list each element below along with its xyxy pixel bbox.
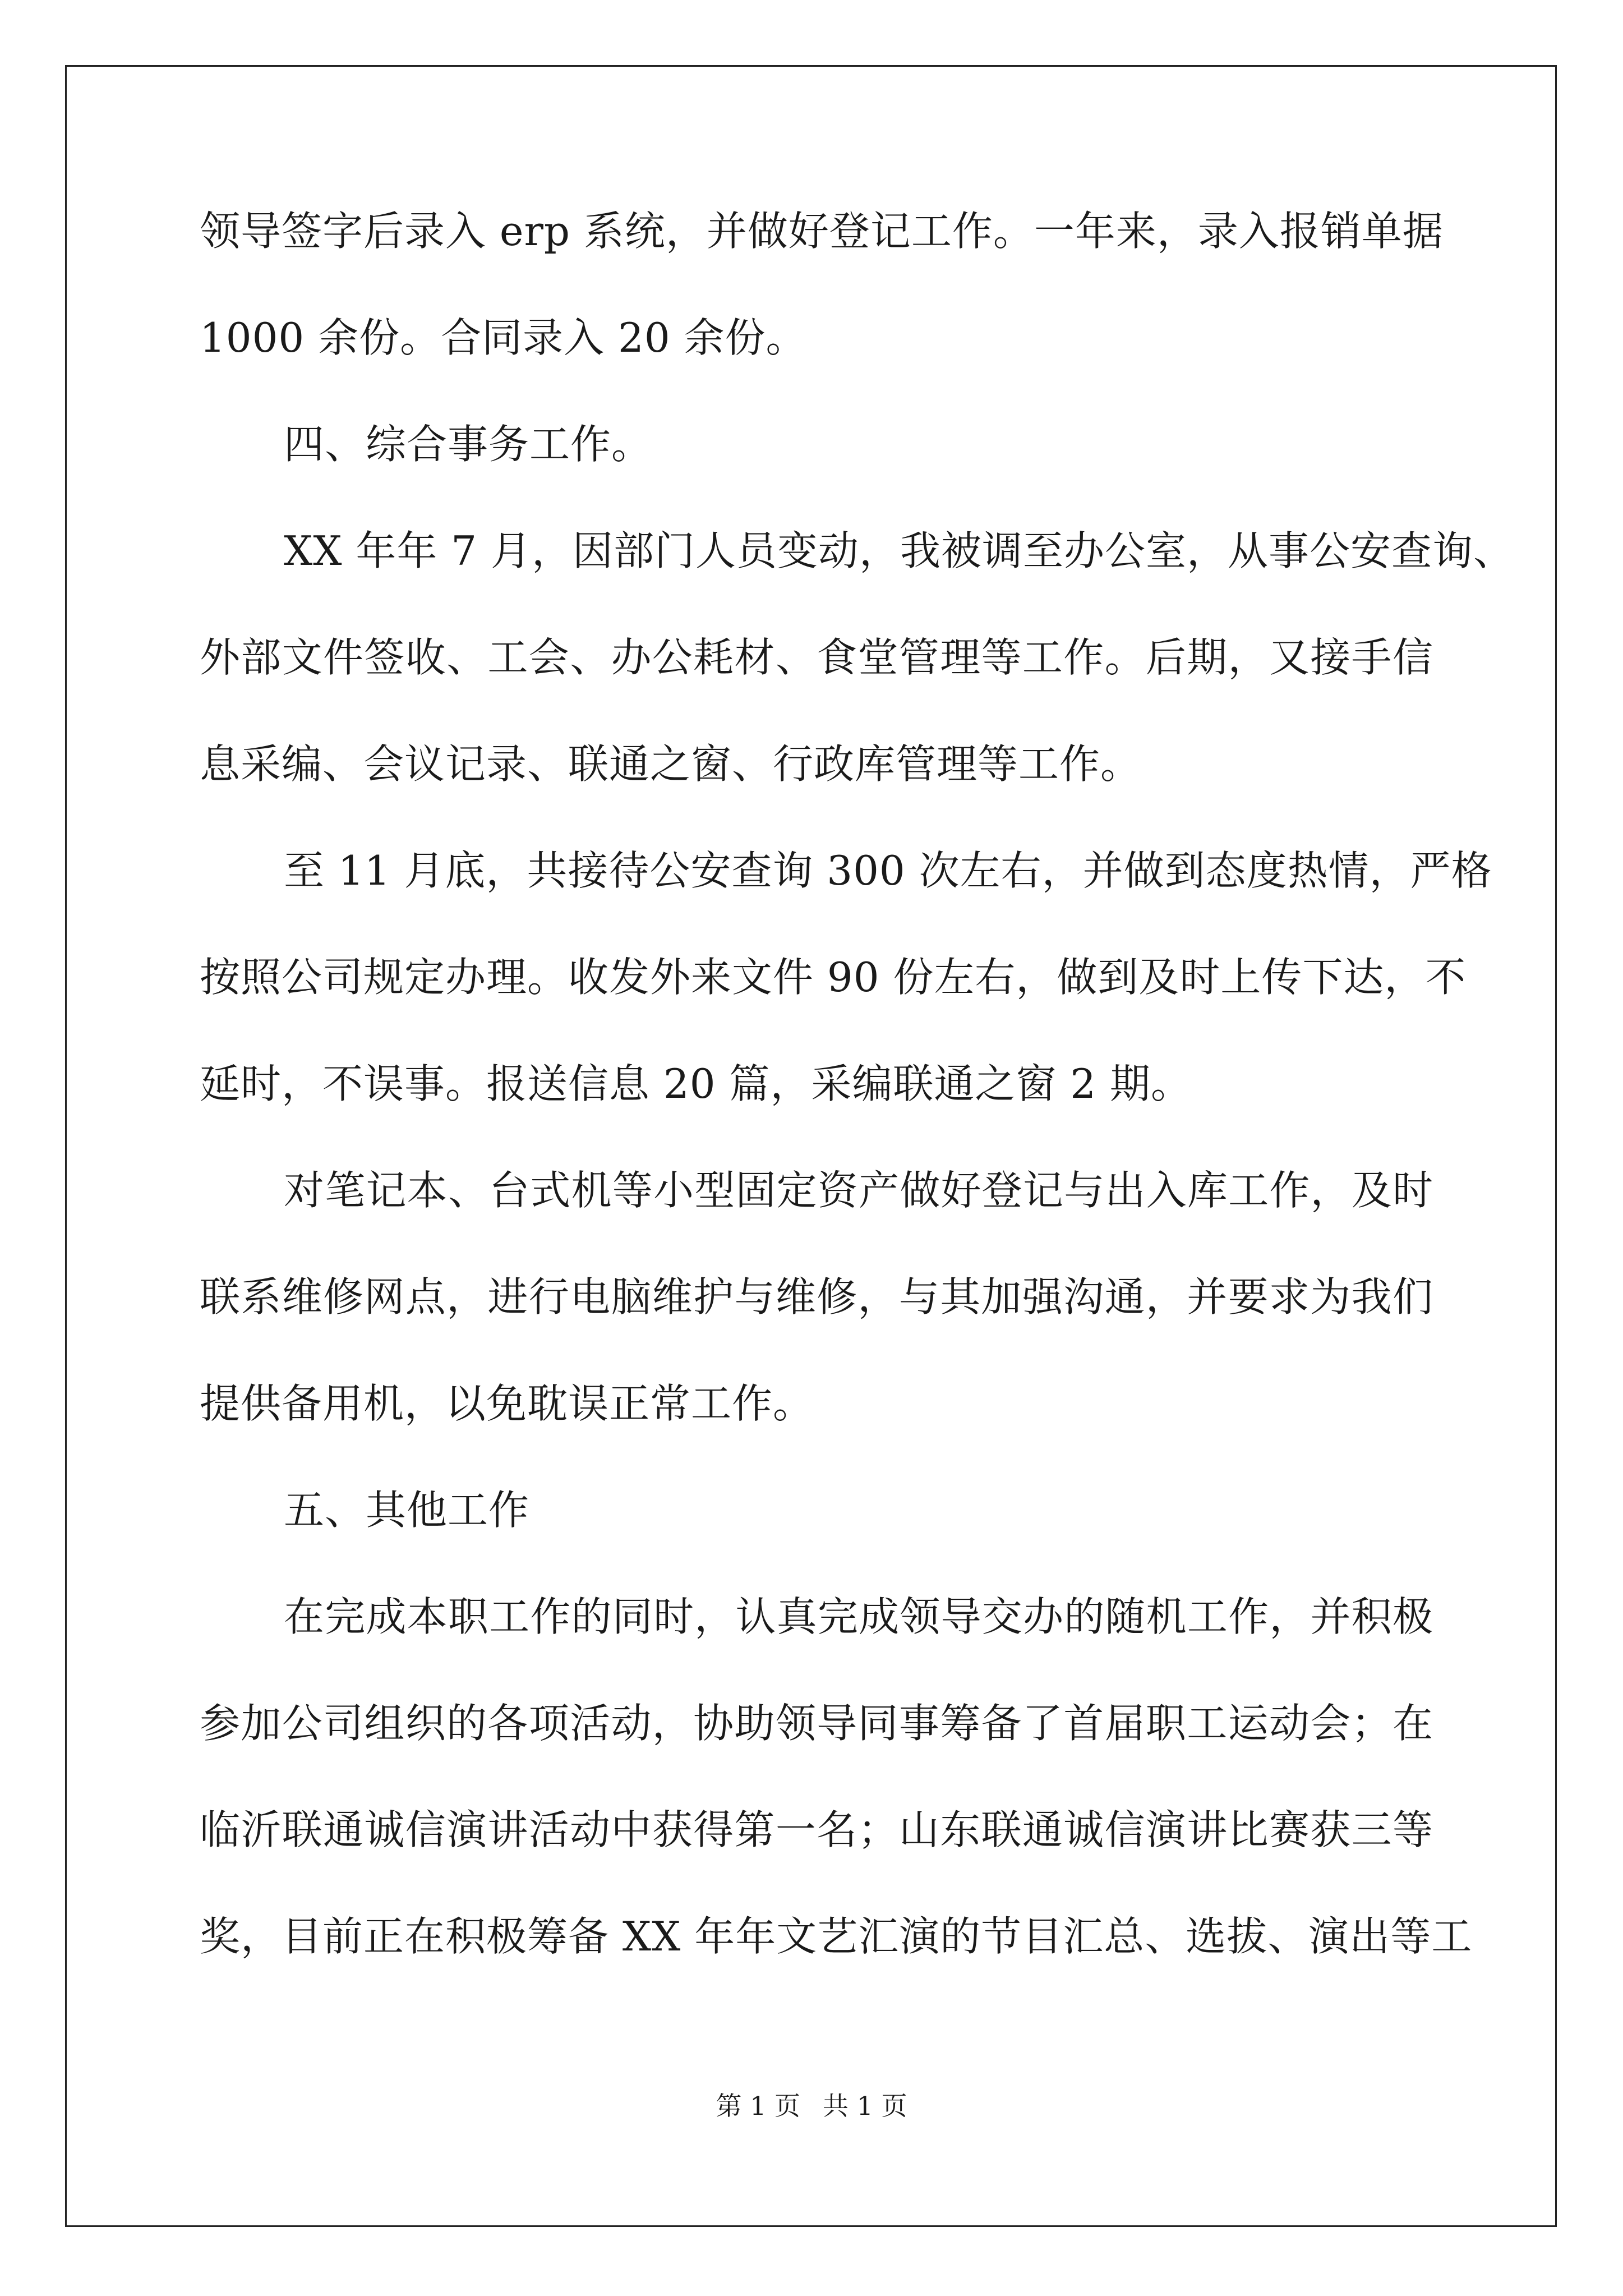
text-line: 奖，目前正在积极筹备 XX 年年文艺汇演的节目汇总、选拔、演出等工 bbox=[200, 1913, 1473, 1960]
text-line: 联系维修网点，进行电脑维护与维修，与其加强沟通，并要求为我们 bbox=[200, 1273, 1433, 1320]
text-line: 按照公司规定办理。收发外来文件 90 份左右，做到及时上传下达，不 bbox=[200, 954, 1467, 1001]
text-line: 提供备用机，以免耽误正常工作。 bbox=[200, 1380, 814, 1427]
text-line: 延时，不误事。报送信息 20 篇，采编联通之窗 2 期。 bbox=[200, 1060, 1192, 1107]
text-line: 息采编、会议记录、联通之窗、行政库管理等工作。 bbox=[200, 740, 1142, 788]
text-line: 1000 余份。合同录入 20 余份。 bbox=[200, 314, 807, 361]
page-number: 第 1 页 bbox=[716, 2091, 800, 2121]
text-line: 至 11 月底，共接待公安查询 300 次左右，并做到态度热情，严格 bbox=[284, 847, 1492, 894]
page-total: 共 1 页 bbox=[823, 2091, 907, 2121]
text-line: 在完成本职工作的同时，认真完成领导交办的随机工作，并积极 bbox=[284, 1593, 1433, 1640]
section-heading: 五、其他工作 bbox=[284, 1487, 530, 1534]
page-footer bbox=[0, 2089, 1623, 2123]
text-line: 临沂联通诚信演讲活动中获得第一名；山东联通诚信演讲比赛获三等 bbox=[200, 1806, 1433, 1853]
text-line: 参加公司组织的各项活动，协助领导同事筹备了首届职工运动会；在 bbox=[200, 1700, 1433, 1747]
text-line: 领导签字后录入 erp 系统，并做好登记工作。一年来，录入报销单据 bbox=[200, 208, 1444, 255]
section-heading: 四、综合事务工作。 bbox=[284, 421, 653, 468]
text-line: 对笔记本、台式机等小型固定资产做好登记与出入库工作，及时 bbox=[284, 1167, 1433, 1214]
text-line: 外部文件签收、工会、办公耗材、食堂管理等工作。后期，又接手信 bbox=[200, 634, 1433, 681]
text-line: XX 年年 7 月，因部门人员变动，我被调至办公室，从事公安查询、 bbox=[284, 527, 1514, 574]
